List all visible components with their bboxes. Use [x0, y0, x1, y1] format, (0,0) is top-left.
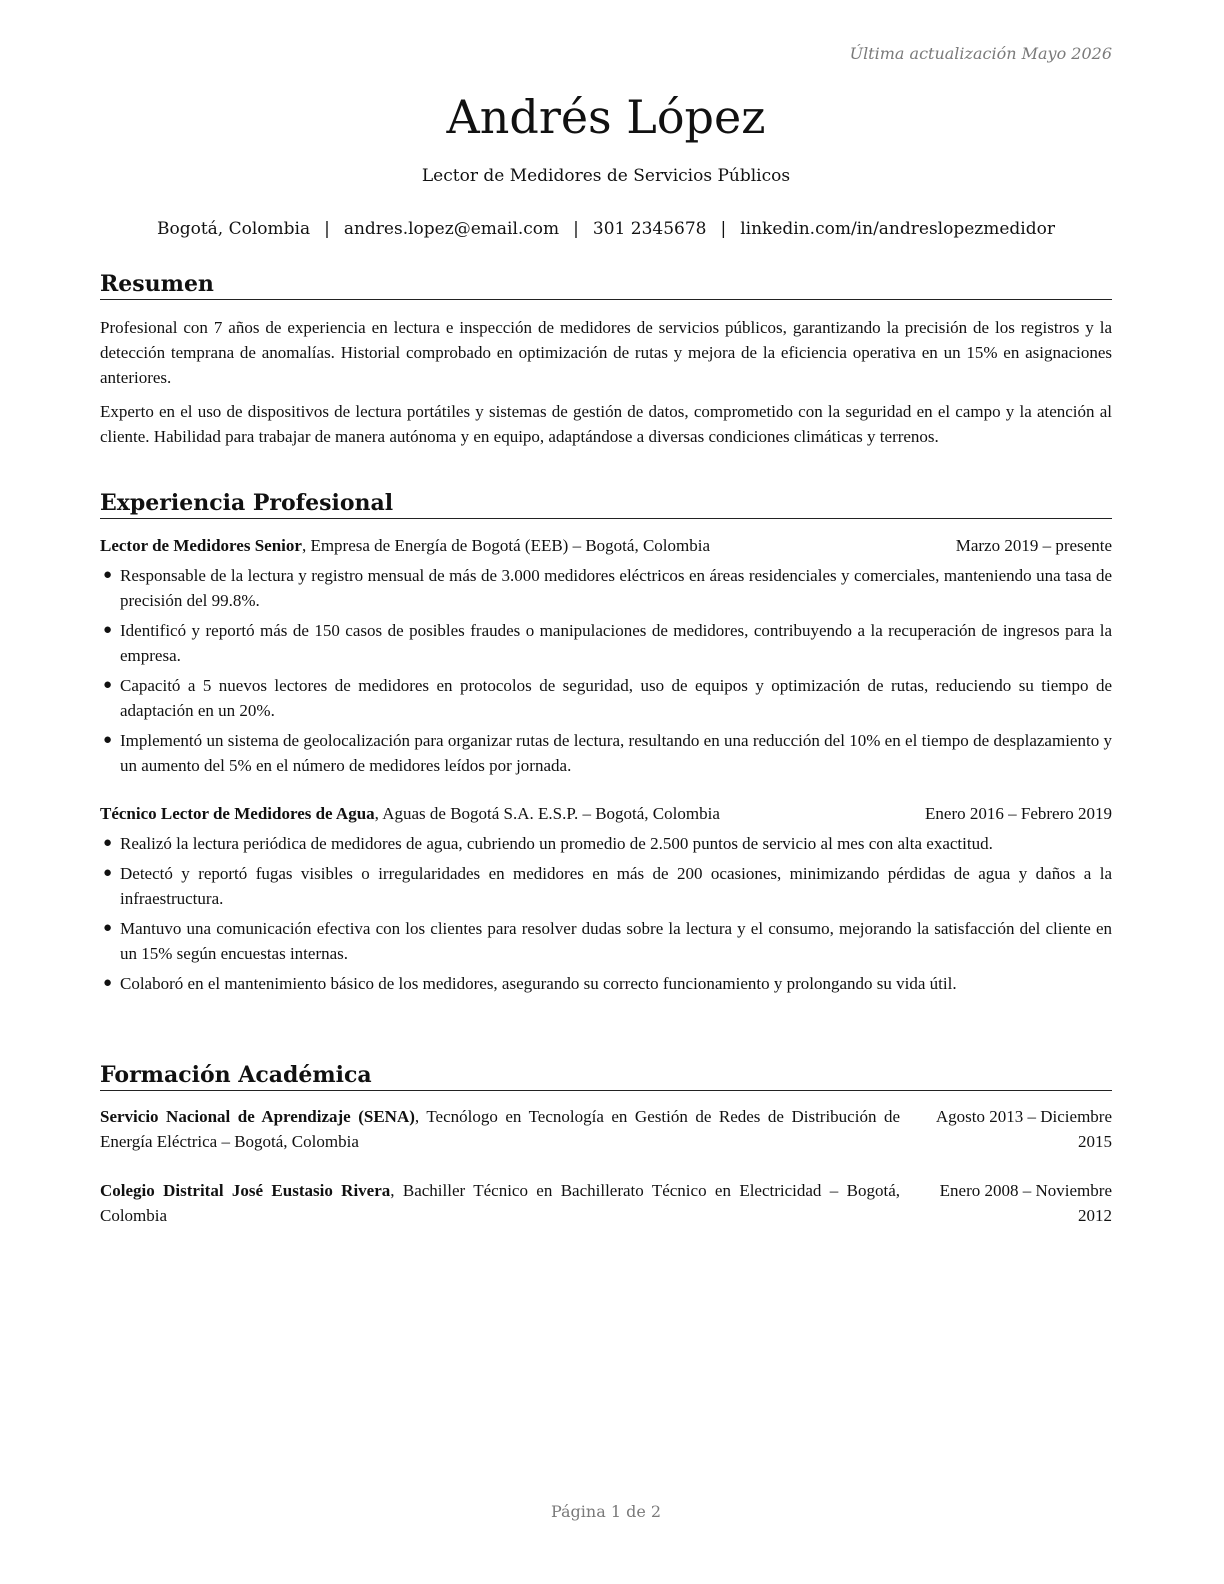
bullet-text: Implementó un sistema de geolocalización para organizar rutas de lectura, resultando en una reducción del 10% en el tiempo de desplazamiento y un aumento del 5% en el número de medidores leídos por jornada. [120, 731, 1112, 775]
contact-email[interactable]: andres.lopez@email.com [343, 219, 560, 239]
education-description [100, 1104, 900, 1154]
bullet-icon: ● [103, 865, 113, 881]
summary-paragraph: Profesional con 7 años de experiencia en lectura e inspección de medidores de servicios públicos, garantizando la precisión de los registros y la detección temprana de anomalías. Historial comprobado en optimización de rutas y mejora de la eficiencia operativa en un 15% en asignaciones anteriores. [100, 318, 1112, 387]
last-updated: Última actualización Mayo 2026 [849, 44, 1112, 63]
summary-paragraph: Experto en el uso de dispositivos de lectura portátiles y sistemas de gestión de datos, comprometido con la seguridad en el campo y la atención al cliente. Habilidad para trabajar de manera autónoma y en equipo, adaptándose a diversas condiciones climáticas y terrenos. [100, 402, 1112, 446]
list-item [100, 618, 1112, 668]
section-title-education: Formación Académica [100, 1061, 1112, 1091]
education-dates: Enero 2008 – Noviembre 2012 [939, 1181, 1112, 1225]
bullet-icon: ● [103, 835, 113, 851]
bullet-icon: ● [103, 567, 113, 583]
job-bullets [100, 563, 1112, 783]
contact-linkedin[interactable]: linkedin.com/in/andreslopezmedidor [740, 219, 1055, 239]
bullet-icon: ● [103, 622, 113, 638]
contact-phone[interactable]: 301 2345678 [592, 219, 707, 239]
bullet-text: Responsable de la lectura y registro mensual de más de 3.000 medidores eléctricos en áreas residenciales y comerciales, manteniendo una tasa de precisión del 99.8%. [120, 566, 1112, 610]
list-item [100, 831, 1112, 856]
page-number: Página 1 de 2 [550, 1502, 662, 1521]
job-company: , Empresa de Energía de Bogotá (EEB) – Bogotá, Colombia [301, 536, 711, 555]
resume-page [100, 0, 1112, 1584]
contact-separator: | [720, 219, 727, 239]
job-position: Técnico Lector de Medidores de Agua [100, 804, 375, 823]
bullet-text: Capacitó a 5 nuevos lectores de medidores en protocolos de seguridad, uso de equipos y optimización de rutas, reduciendo su tiempo de adaptación en un 20%. [120, 676, 1112, 720]
bullet-icon: ● [103, 920, 113, 936]
job-title-line [100, 801, 720, 826]
education-degree: , Bachiller Técnico en Bachillerato Técnico en Electricidad – Bogotá, Colombia [100, 1181, 900, 1225]
bullet-icon: ● [103, 677, 113, 693]
bullet-text: Identificó y reportó más de 150 casos de posibles fraudes o manipulaciones de medidores, contribuyendo a la recuperación de ingresos para la empresa. [120, 621, 1112, 665]
list-item [100, 971, 1112, 996]
job-bullets [100, 831, 1112, 1001]
contact-separator: | [324, 219, 330, 239]
education-description [100, 1178, 900, 1228]
list-item [100, 673, 1112, 723]
list-item [100, 728, 1112, 778]
job-company: , Aguas de Bogotá S.A. E.S.P. – Bogotá, Colombia [374, 804, 720, 823]
list-item [100, 563, 1112, 613]
bullet-icon: ● [103, 732, 113, 748]
job-title: Lector de Medidores de Servicios Públicos [421, 166, 791, 186]
contact-location: Bogotá, Colombia [157, 219, 311, 239]
job-position: Lector de Medidores Senior [100, 536, 302, 555]
list-item [100, 861, 1112, 911]
job-dates: Enero 2016 – Febrero 2019 [925, 804, 1112, 823]
bullet-text: Mantuvo una comunicación efectiva con los clientes para resolver dudas sobre la lectura y el consumo, mejorando la satisfacción del cliente en un 15% según encuestas internas. [120, 919, 1112, 963]
section-title-summary: Resumen [100, 270, 1112, 300]
education-dates: Agosto 2013 – Diciembre 2015 [935, 1107, 1112, 1151]
section-title-experience: Experiencia Profesional [100, 489, 1112, 519]
contact-separator: | [573, 219, 579, 239]
education-item [100, 1178, 1112, 1228]
bullet-icon: ● [103, 975, 113, 991]
bullet-text: Detectó y reportó fugas visibles o irregularidades en medidores en más de 200 ocasiones, minimizando pérdidas de agua y daños a la infraestructura. [120, 864, 1112, 908]
job-header [100, 801, 1112, 826]
job-header [100, 533, 1112, 558]
job-dates: Marzo 2019 – presente [955, 536, 1112, 555]
education-degree: , Tecnólogo en Tecnología en Gestión de Redes de Distribución de Energía Eléctrica – Bogotá, Colombia [100, 1107, 900, 1151]
job-title-line [100, 533, 710, 558]
contact-line [100, 219, 1112, 239]
list-item [100, 916, 1112, 966]
bullet-text: Realizó la lectura periódica de medidores de agua, cubriendo un promedio de 2.500 puntos de servicio al mes con alta exactitud. [120, 834, 993, 853]
education-institution: Colegio Distrital José Eustasio Rivera [100, 1181, 391, 1200]
education-institution: Servicio Nacional de Aprendizaje (SENA) [100, 1107, 415, 1126]
candidate-name: Andrés López [446, 90, 766, 144]
education-item [100, 1104, 1112, 1154]
bullet-text: Colaboró en el mantenimiento básico de los medidores, asegurando su correcto funcionamiento y prolongando su vida útil. [120, 974, 957, 993]
